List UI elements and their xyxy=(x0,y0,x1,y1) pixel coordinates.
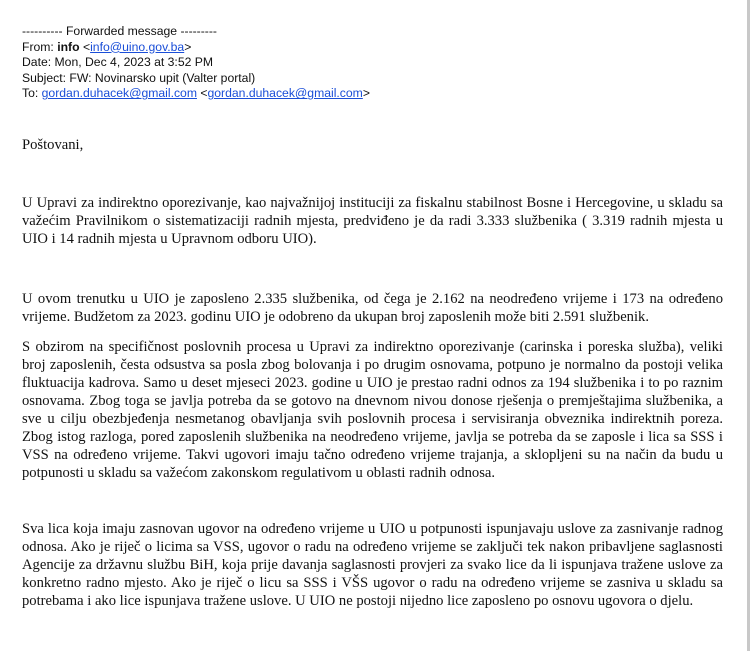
forward-separator: ---------- Forwarded message --------- xyxy=(22,24,217,38)
date-line: Date: Mon, Dec 4, 2023 at 3:52 PM xyxy=(22,55,214,70)
subject-line: Subject: FW: Novinarsko upit (Valter portal) xyxy=(22,70,256,85)
body-paragraph-4: Sva lica koja imaju zasnovan ugovor na određeno vrijeme u UIO u potpunosti ispunjavaju uslove za zasnivanje radnog odnosa. Ako je riječ o licima sa VSS, ugovor o radu na određeno vrijeme se zaključi tek nakon pribavljene saglasnosti Agencije za državnu službu BiH, koja prije davanja saglasnosti provjeri za svako lice da li ispunjava tražene uslove za konkretno radno mjesto. Ako je riječ o licu sa SSS i VŠS ugovor o radu na određeno vrijeme se zasniva u skladu sa potrebama i ako lice ispunjava tražene uslove. U UIO ne postoji nijedno lice zaposleno po osnovu ugovora o djelu. xyxy=(22,521,723,609)
to-email-open: < xyxy=(196,86,208,101)
to-label: To: xyxy=(22,86,42,101)
from-label: From: xyxy=(22,39,58,54)
from-email-close: > xyxy=(184,39,192,54)
from-email-link[interactable]: info@uino.gov.ba xyxy=(90,39,185,54)
to-email-close: > xyxy=(362,86,370,101)
to-email-link-2[interactable]: gordan.duhacek@gmail.com xyxy=(207,86,363,101)
to-line xyxy=(22,86,370,102)
to-email-link[interactable]: gordan.duhacek@gmail.com xyxy=(41,86,197,101)
from-name: info xyxy=(57,39,80,54)
from-line xyxy=(22,40,370,56)
from-email-open: < xyxy=(79,39,91,54)
body-paragraph-3: S obzirom na specifičnost poslovnih procesa u Upravi za indirektno oporezivanje (carinska i poreska služba), veliki broj zaposlenih, česta odsustva sa posla zbog bolovanja i po drugim osnovama, potpuno je normalno da postoji velika fluktuacija kadrova. Samo u deset mjeseci 2023. godine u UIO je prestao radni odnos za 194 službenika i to po raznim osnovama. Zbog toga se javlja potreba da se gotovo na dnevnom nivou donose rješenja o premještajima službenika, a sve u cilju obezbjeđenja nesmetanog obavljanja svih poslovnih procesa i servisiranja obveznika indirektnih poreza. Zbog istog razloga, pored zaposlenih službenika na neodređeno vrijeme, javlja se potreba da se zaposle i lica sa SSS i VSS na određeno vrijeme. Takvi ugovori imaju tačno određeno vrijeme trajanja, a sklopljeni su na način da budu u potpunosti u skladu sa važećom zakonskom regulativom u oblasti radnih odnosa. xyxy=(22,339,723,481)
greeting: Poštovani, xyxy=(22,137,84,153)
forwarded-header xyxy=(22,24,370,102)
body-paragraph-2: U ovom trenutku u UIO je zaposleno 2.335 službenika, od čega je 2.162 na neodređeno vrijeme i 173 na određeno vrijeme. Budžetom za 2023. godinu UIO je odobreno da ukupan broj zaposlenih može biti 2.591 službenik. xyxy=(22,291,723,325)
body-paragraph-1: U Upravi za indirektno oporezivanje, kao najvažnijoj instituciji za fiskalnu stabilnost Bosne i Hercegovine, u skladu sa važećim Pravilnikom o sistematizaciji radnih mjesta, predviđeno je da radi 3.333 službenika ( 3.319 radnih mjesta u UIO i 14 radnih mjesta u Upravnom odboru UIO). xyxy=(22,195,723,247)
